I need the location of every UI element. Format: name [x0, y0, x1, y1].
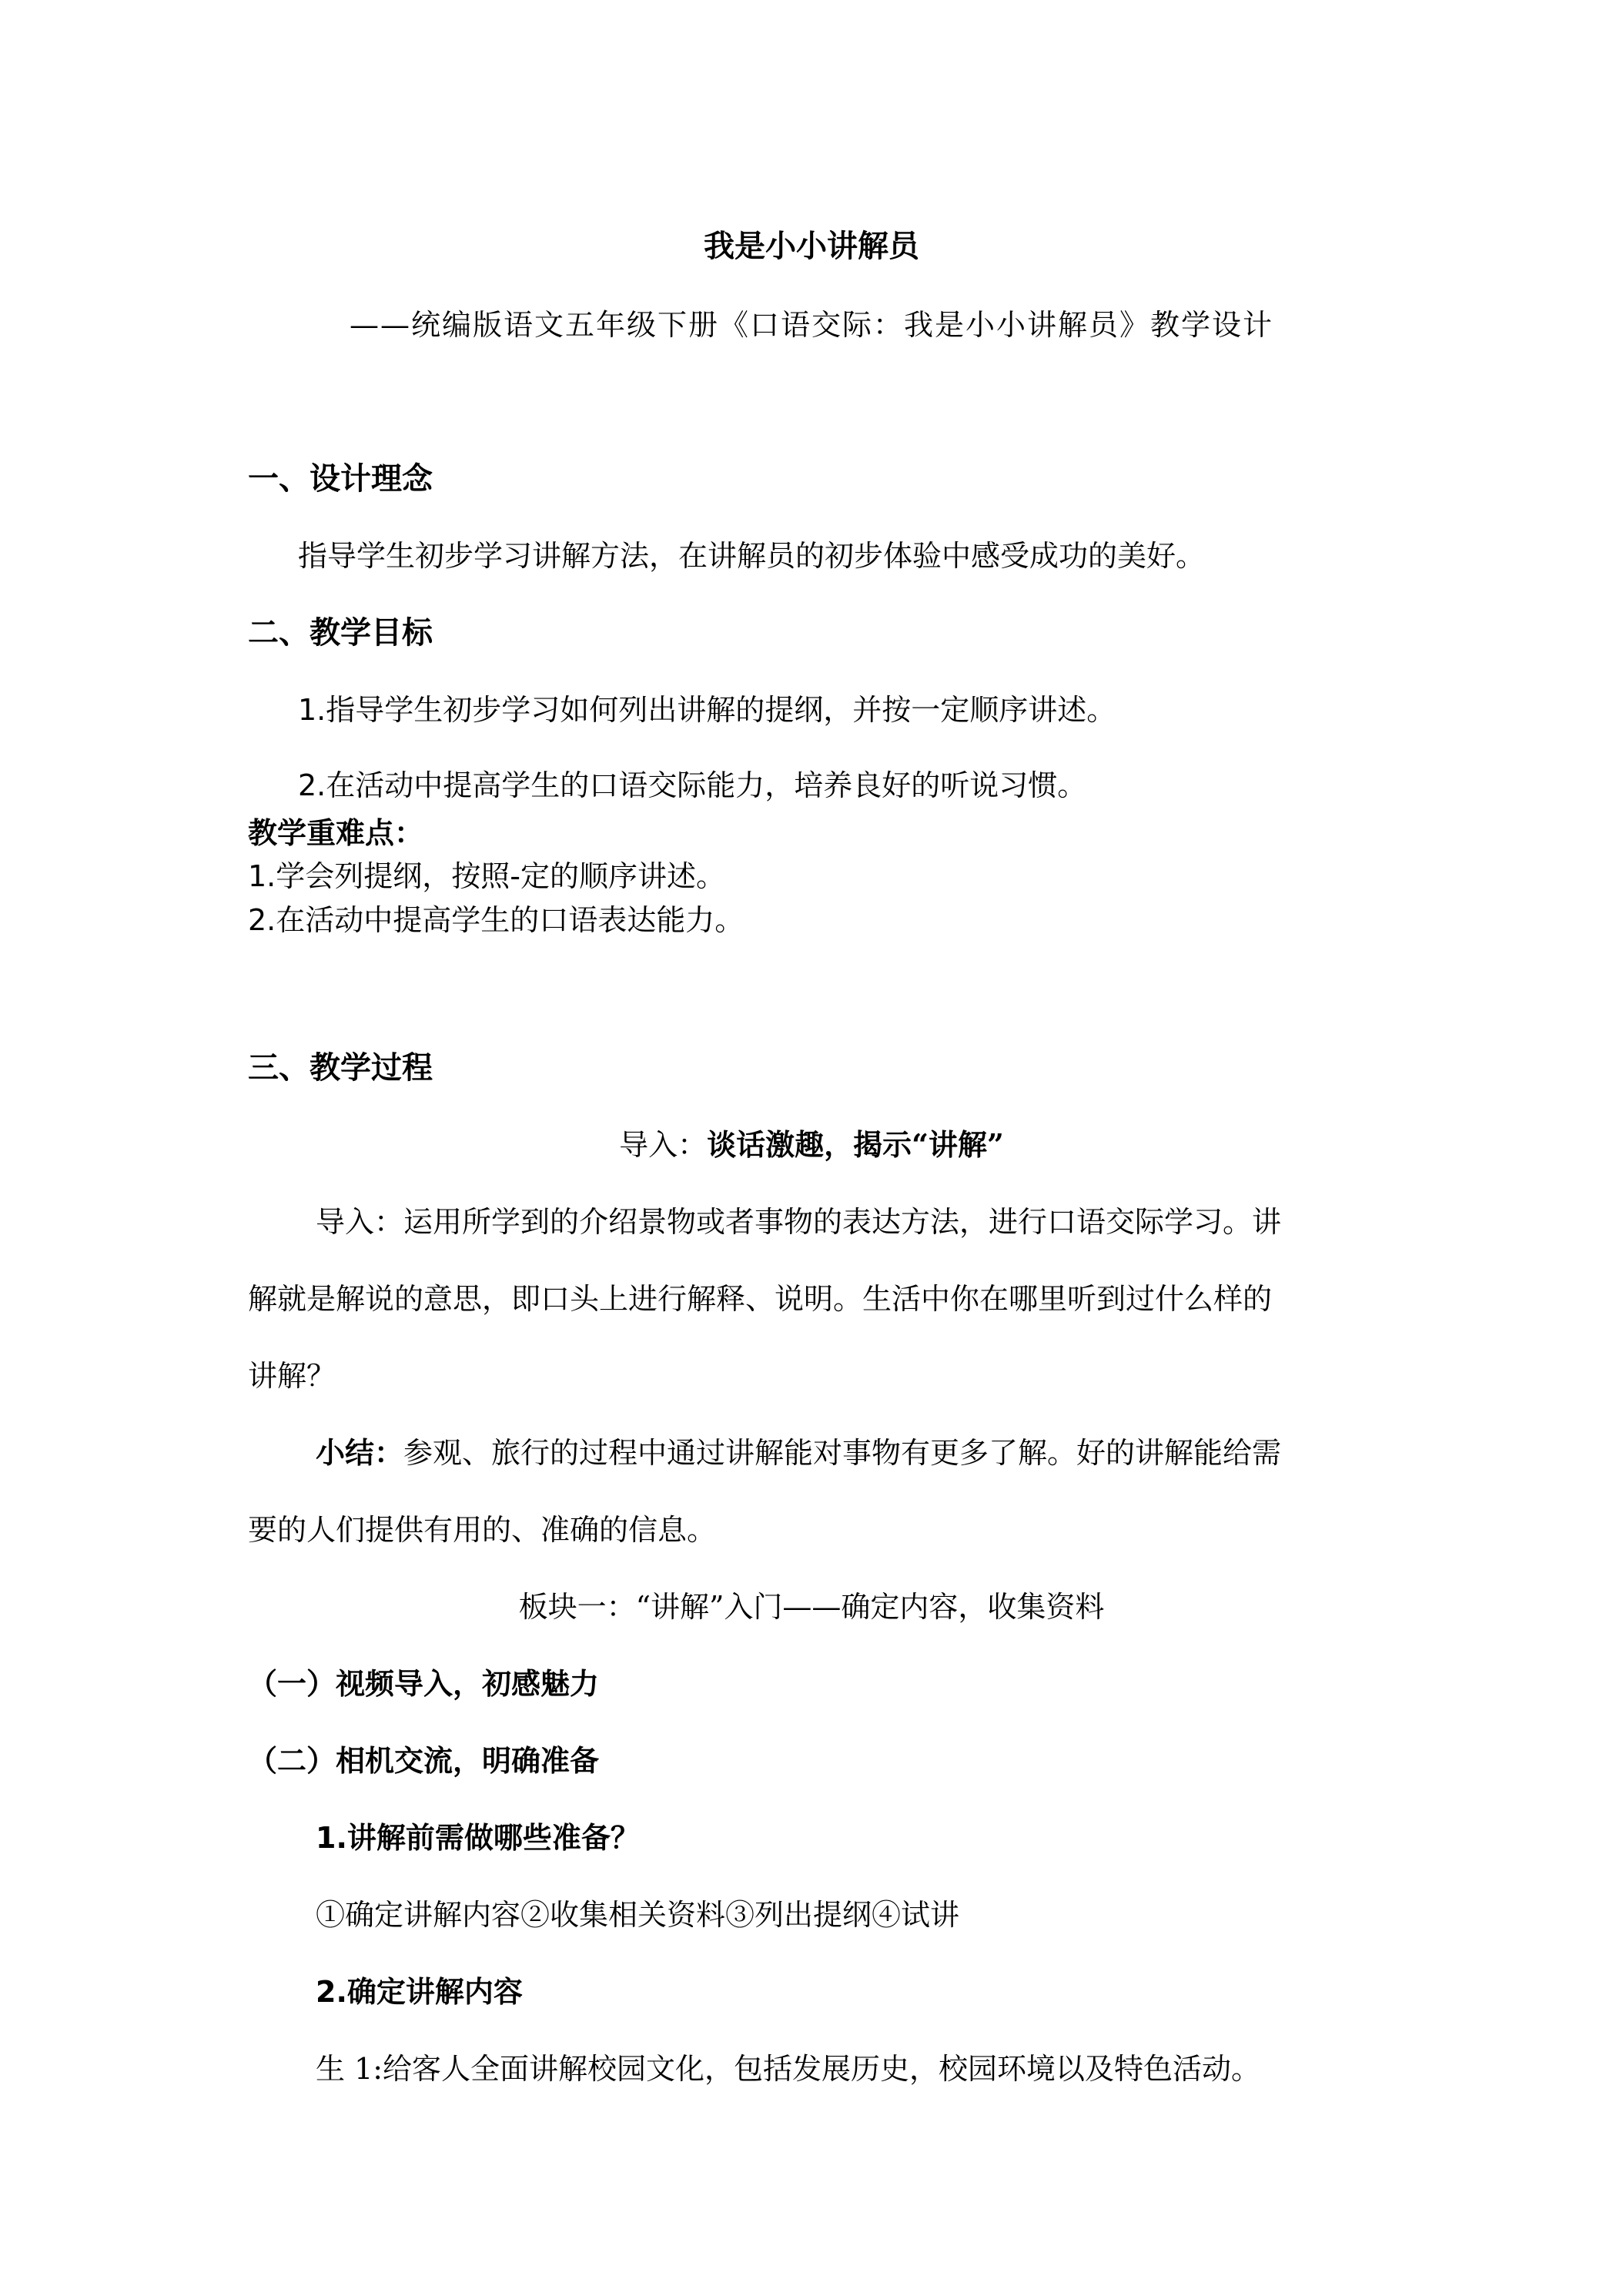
intro-paragraph-line-1: 导入：运用所学到的介绍景物或者事物的表达方法，进行口语交际学习。讲	[316, 1205, 1282, 1239]
section-heading-teaching-goals: 二、教学目标	[248, 615, 433, 651]
summary-label: 小结：	[316, 1436, 404, 1470]
intro-title-main: 谈话激趣，揭示“讲解”	[707, 1127, 1004, 1162]
summary-text-1: 参观、旅行的过程中通过讲解能对事物有更多了解。好的讲解能给需	[403, 1436, 1282, 1470]
intro-title	[0, 1126, 1623, 1164]
intro-paragraph-line-2: 解就是解说的意思，即口头上进行解释、说明。生活中你在哪里听到过什么样的	[248, 1282, 1273, 1316]
subsection-video-intro: （一）视频导入，初感魅力	[248, 1667, 600, 1701]
block-one-title: 板块一：“讲解”入门——确定内容，收集资料	[518, 1590, 1105, 1624]
section-heading-design-concept: 一、设计理念	[248, 461, 433, 497]
teaching-goal-2: 2.在活动中提高学生的口语交际能力，培养良好的听说习惯。	[298, 768, 1087, 802]
subsection-exchange-prepare: （二）相机交流，明确准备	[248, 1744, 600, 1778]
intro-paragraph-line-3: 讲解？	[248, 1359, 336, 1393]
document-subtitle: ——统编版语文五年级下册《口语交际：我是小小讲解员》教学设计	[349, 308, 1273, 342]
question-preparation: 1.讲解前需做哪些准备？	[316, 1821, 640, 1855]
student-answer-1: 生 1:给客人全面讲解校园文化，包括发展历史，校园环境以及特色活动。	[316, 2052, 1261, 2086]
summary-line-2: 要的人们提供有用的、准确的信息。	[248, 1513, 717, 1547]
question-determine-content: 2.确定讲解内容	[316, 1975, 523, 2009]
key-point-2: 2.在活动中提高学生的口语表达能力。	[248, 903, 745, 937]
teaching-goal-1: 1.指导学生初步学习如何列出讲解的提纲，并按一定顺序讲述。	[298, 693, 1116, 727]
summary-line-1	[316, 1434, 1281, 1472]
intro-title-prefix: 导入：	[619, 1128, 708, 1162]
key-point-1: 1.学会列提纲，按照-定的顺序讲述。	[248, 859, 725, 893]
document-title: 我是小小讲解员	[704, 229, 919, 264]
section-heading-teaching-process: 三、教学过程	[248, 1050, 433, 1086]
design-concept-body: 指导学生初步学习讲解方法，在讲解员的初步体验中感受成功的美好。	[298, 539, 1206, 573]
preparation-steps: ①确定讲解内容②收集相关资料③列出提纲④试讲	[316, 1898, 960, 1932]
key-points-heading: 教学重难点：	[248, 816, 424, 850]
